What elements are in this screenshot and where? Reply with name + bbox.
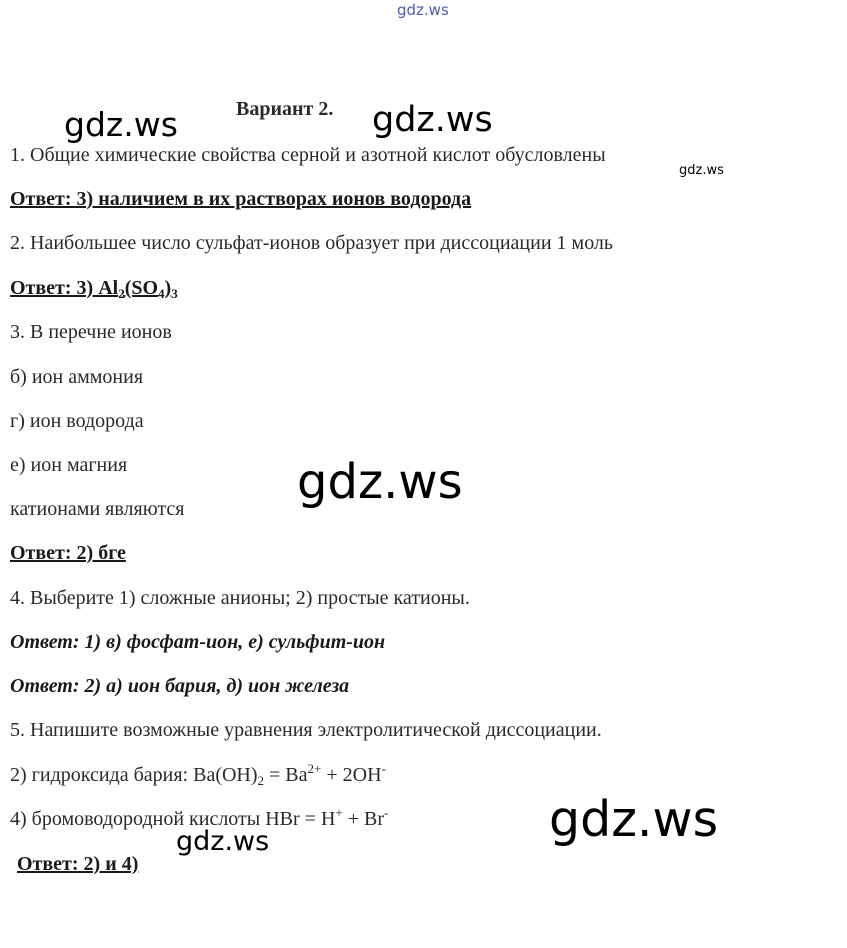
equation-2-text: 2) гидроксида бария: Ba(OH) bbox=[10, 764, 258, 786]
answer-5: Ответ: 2) и 4) bbox=[17, 853, 139, 875]
answer-2-close: ) bbox=[164, 277, 172, 299]
watermark-small: gdz.ws bbox=[679, 163, 724, 178]
page-title: Вариант 2. bbox=[236, 98, 334, 120]
answer-2-mid: (SO bbox=[124, 277, 159, 299]
equation-4-text: 4) бромоводородной кислоты HBr = H bbox=[10, 808, 336, 830]
equation-2-tail: + 2OH bbox=[321, 764, 382, 786]
equation-4-sup2: - bbox=[384, 805, 389, 820]
answer-3: Ответ: 2) бге bbox=[10, 542, 126, 564]
question-3-tail: катионами являются bbox=[10, 498, 185, 520]
equation-2-sup2: - bbox=[381, 761, 386, 776]
watermark-bottom-right: gdz.ws bbox=[549, 791, 719, 848]
question-4: 4. Выберите 1) сложные анионы; 2) простые катионы. bbox=[10, 587, 470, 609]
question-3-item-g: г) ион водорода bbox=[10, 410, 144, 432]
question-3-item-b: б) ион аммония bbox=[10, 366, 144, 388]
equation-4 bbox=[10, 807, 388, 831]
question-1: 1. Общие химические свойства серной и азотной кислот обусловлены bbox=[10, 144, 606, 166]
equation-2-mid: = Ba bbox=[264, 764, 308, 786]
watermark-center-top: gdz.ws bbox=[372, 100, 493, 140]
watermark-left: gdz.ws bbox=[64, 105, 178, 144]
answer-4-2: Ответ: 2) а) ион бария, д) ион железа bbox=[10, 675, 350, 697]
equation-4-sup1: + bbox=[335, 805, 343, 820]
watermark-bottom-left: gdz.ws bbox=[176, 826, 270, 857]
question-3: 3. В перечне ионов bbox=[10, 321, 172, 343]
answer-2-sub2: 4 bbox=[158, 286, 165, 301]
answer-1: Ответ: 3) наличием в их растворах ионов водорода bbox=[10, 188, 472, 210]
question-2: 2. Наибольшее число сульфат-ионов образует при диссоциации 1 моль bbox=[10, 232, 614, 254]
answer-2-sub3: 3 bbox=[171, 286, 178, 301]
equation-2-sub: 2 bbox=[257, 773, 265, 788]
watermark-top: gdz.ws bbox=[397, 1, 449, 19]
equation-2 bbox=[10, 763, 386, 787]
watermark-center: gdz.ws bbox=[297, 454, 463, 510]
answer-2-prefix: Ответ: 3) Al bbox=[10, 277, 119, 299]
answer-2-sub1: 2 bbox=[118, 286, 125, 301]
equation-2-sup1: 2+ bbox=[307, 761, 322, 776]
equation-4-mid: + Br bbox=[342, 808, 385, 830]
question-5: 5. Напишите возможные уравнения электролитической диссоциации. bbox=[10, 719, 602, 741]
question-3-item-e: е) ион магния bbox=[10, 454, 128, 476]
answer-4-1: Ответ: 1) в) фосфат-ион, е) сульфит-ион bbox=[10, 631, 386, 653]
answer-2 bbox=[10, 276, 178, 300]
